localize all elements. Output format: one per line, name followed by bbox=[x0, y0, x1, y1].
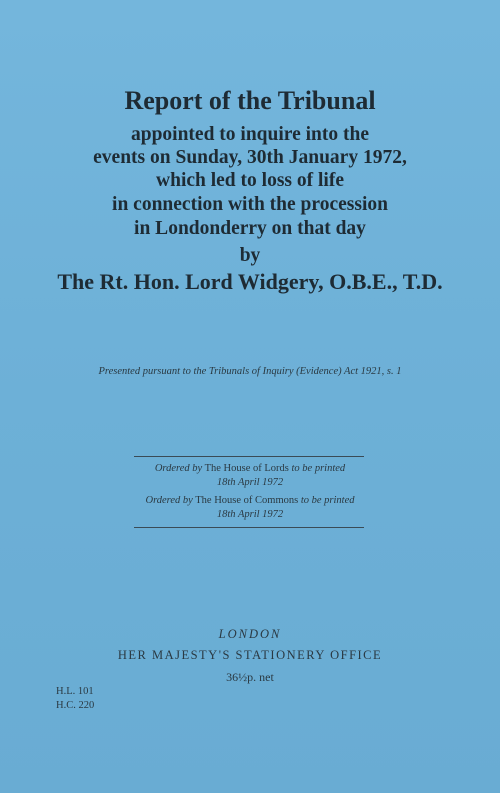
order-commons-date bbox=[0, 508, 500, 522]
hc-reference: H.C. 220 bbox=[56, 700, 95, 711]
presented-statement: Presented pursuant to the Tribunals of Inquiry (Evidence) Act 1921, s. 1 bbox=[98, 366, 402, 377]
subtitle-line-3: which led to loss of life bbox=[156, 170, 344, 191]
subtitle-line-1: appointed to inquire into the bbox=[130, 124, 370, 145]
imprint-publisher: HER MAJESTY'S STATIONERY OFFICE bbox=[117, 648, 383, 662]
subtitle-line-5: in Londonderry on that day bbox=[134, 218, 366, 239]
bottom-divider bbox=[134, 527, 364, 528]
order-lords-date-text: 18th April 1972 bbox=[216, 477, 284, 488]
price: 36½p. net bbox=[226, 670, 274, 684]
subtitle-line-4: in connection with the procession bbox=[112, 194, 388, 215]
hl-reference: H.L. 101 bbox=[56, 686, 94, 697]
author-line: The Rt. Hon. Lord Widgery, O.B.E., T.D. bbox=[57, 269, 443, 294]
report-title: Report of the Tribunal bbox=[124, 86, 376, 115]
top-divider bbox=[134, 456, 364, 457]
order-commons-house: The House of Commons bbox=[195, 495, 299, 506]
order-commons-date-text: 18th April 1972 bbox=[216, 509, 284, 520]
paper-references bbox=[56, 685, 94, 713]
order-lords-suffix: to be printed bbox=[291, 463, 346, 474]
subtitle-line-2: events on Sunday, 30th January 1972, bbox=[93, 147, 407, 168]
order-commons-suffix: to be printed bbox=[300, 495, 355, 506]
imprint-city: LONDON bbox=[218, 627, 282, 641]
order-lords-house: The House of Lords bbox=[204, 463, 289, 474]
by-line: by bbox=[239, 245, 261, 266]
order-lords bbox=[0, 462, 500, 476]
order-lords-prefix: Ordered by bbox=[154, 463, 203, 474]
order-lords-date bbox=[0, 476, 500, 490]
order-commons bbox=[0, 494, 500, 508]
order-commons-prefix: Ordered by bbox=[145, 495, 193, 506]
